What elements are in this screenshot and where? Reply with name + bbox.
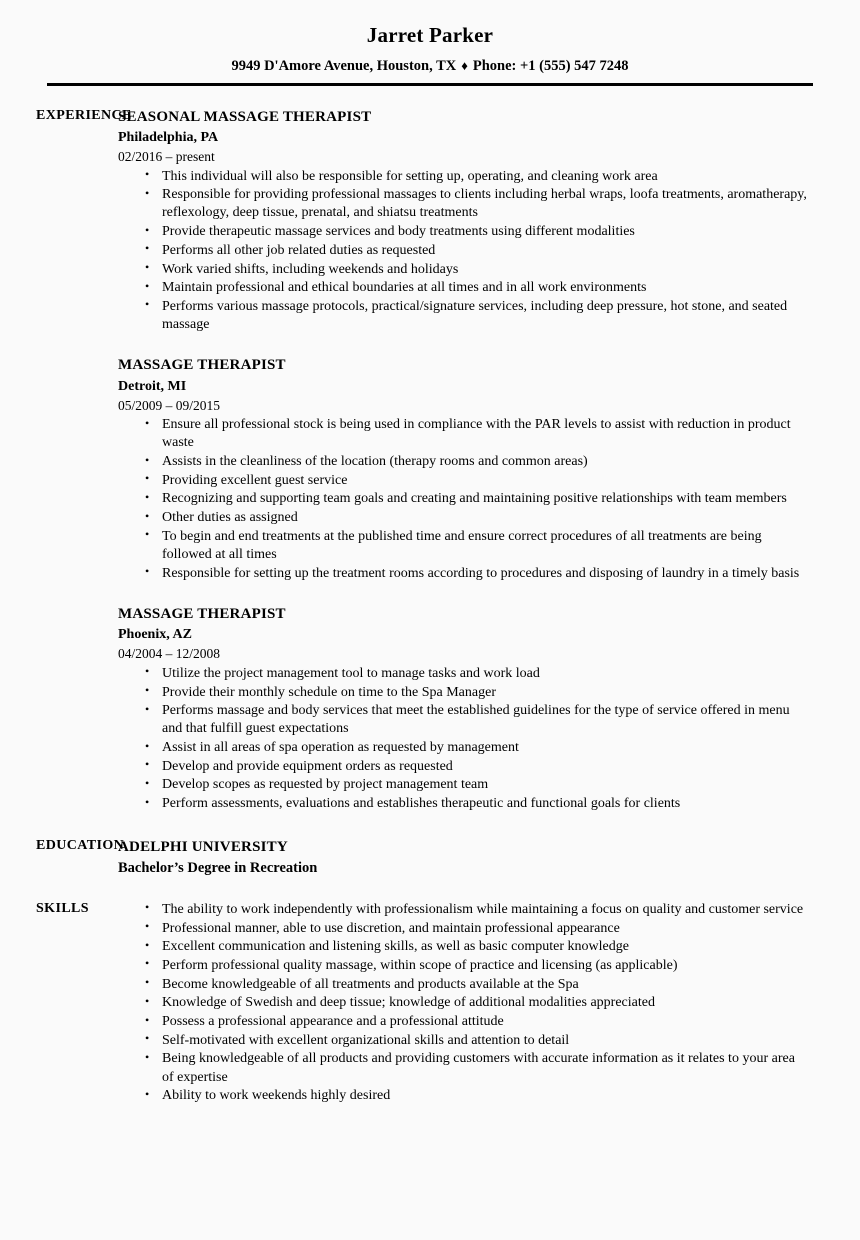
skills-bullet-list: [118, 901, 810, 1106]
contact-phone: Phone: +1 (555) 547 7248: [472, 58, 629, 75]
job-bullet: • Providing excellent guest service: [144, 472, 810, 490]
contact-line: [0, 58, 860, 75]
job-dates: 05/2009 – 09/2015: [118, 397, 221, 413]
education-section-label: EDUCATION: [36, 837, 125, 853]
job-bullet: • Develop scopes as requested by project management team: [144, 776, 810, 794]
skill-bullet: • Being knowledgeable of all products and providing customers with accurate information as it relates to your area of expertise: [144, 1050, 810, 1086]
job-bullet: • This individual will also be responsible for setting up, operating, and cleaning work area: [144, 168, 810, 186]
job-bullet: • Utilize the project management tool to manage tasks and work load: [144, 665, 810, 683]
job-bullet: • Other duties as assigned: [144, 509, 810, 527]
job-bullet: • Recognizing and supporting team goals and creating and maintaining positive relationships with team members: [144, 490, 810, 508]
experience-section-label: EXPERIENCE: [36, 107, 132, 123]
skill-bullet: • Self-motivated with excellent organizational skills and attention to detail: [144, 1032, 810, 1050]
skill-bullet: • The ability to work independently with professionalism while maintaining a focus on quality and customer service: [144, 901, 810, 919]
contact-address: 9949 D'Amore Avenue, Houston, TX: [231, 58, 457, 75]
job-bullet: • Maintain professional and ethical boundaries at all times and in all work environments: [144, 279, 810, 297]
job-title: MASSAGE THERAPIST: [118, 605, 286, 622]
job-bullet: • Provide therapeutic massage services and body treatments using different modalities: [144, 223, 810, 241]
diamond-separator-icon: ♦: [461, 58, 468, 74]
experience-section: [0, 108, 860, 814]
job-bullet-list: [118, 416, 810, 583]
job-bullet: • Assists in the cleanliness of the location (therapy rooms and common areas): [144, 453, 810, 471]
header-divider: [47, 83, 813, 86]
job-location: Phoenix, AZ: [118, 627, 192, 643]
job-title: MASSAGE THERAPIST: [118, 357, 286, 374]
job-location: Detroit, MI: [118, 378, 187, 394]
experience-entry: [118, 108, 810, 335]
skill-bullet: • Professional manner, able to use discretion, and maintain professional appearance: [144, 920, 810, 938]
job-bullet: • Ensure all professional stock is being used in compliance with the PAR levels to assist with reduction in product waste: [144, 416, 810, 452]
job-bullet: • Responsible for providing professional massages to clients including herbal wraps, loofa treatments, aromatherapy, reflexology, deep tissue, prenatal, and shiatsu treatments: [144, 186, 810, 222]
skills-section-label: SKILLS: [36, 900, 89, 916]
job-bullet: • Responsible for setting up the treatment rooms according to procedures and disposing of laundry in a timely basis: [144, 565, 810, 583]
experience-entry: [118, 356, 810, 583]
skill-bullet: • Ability to work weekends highly desired: [144, 1087, 810, 1105]
candidate-name: Jarret Parker: [366, 23, 494, 47]
job-bullet: • Performs all other job related duties as requested: [144, 242, 810, 260]
job-title: SEASONAL MASSAGE THERAPIST: [118, 108, 372, 125]
job-dates: 02/2016 – present: [118, 149, 215, 165]
skill-bullet: • Knowledge of Swedish and deep tissue; knowledge of additional modalities appreciated: [144, 994, 810, 1012]
experience-entry: [118, 605, 810, 813]
job-bullet: • Performs various massage protocols, practical/signature services, including deep pressure, hot stone, and seated massage: [144, 298, 810, 334]
experience-entries: [118, 108, 860, 814]
skill-bullet: • Perform professional quality massage, within scope of practice and licensing (as applicable): [144, 957, 810, 975]
education-degree: Bachelor’s Degree in Recreation: [118, 860, 318, 877]
job-bullet-list: [118, 168, 810, 335]
job-bullet: • Develop and provide equipment orders as requested: [144, 758, 810, 776]
job-location: Philadelphia, PA: [118, 130, 219, 146]
skill-bullet: • Excellent communication and listening skills, as well as basic computer knowledge: [144, 938, 810, 956]
job-bullet: • Work varied shifts, including weekends and holidays: [144, 261, 810, 279]
job-dates: 04/2004 – 12/2008: [118, 646, 221, 662]
job-bullet: • To begin and end treatments at the published time and ensure correct procedures of all treatments are being followed at all times: [144, 528, 810, 564]
education-school: ADELPHI UNIVERSITY: [118, 838, 288, 855]
skill-bullet: • Become knowledgeable of all treatments and products available at the Spa: [144, 976, 810, 994]
job-bullet: • Performs massage and body services that meet the established guidelines for the type of service offered in menu and that fulfill guest expectations: [144, 702, 810, 738]
education-entries: [118, 838, 860, 879]
job-bullet-list: [118, 665, 810, 814]
job-bullet: • Provide their monthly schedule on time to the Spa Manager: [144, 684, 810, 702]
skills-entries: [118, 901, 860, 1106]
skills-section: [0, 901, 860, 1106]
resume-header: [0, 0, 860, 86]
education-section: [0, 838, 860, 879]
job-bullet: • Perform assessments, evaluations and establishes therapeutic and functional goals for clients: [144, 795, 810, 813]
job-bullet: • Assist in all areas of spa operation as requested by management: [144, 739, 810, 757]
skill-bullet: • Possess a professional appearance and a professional attitude: [144, 1013, 810, 1031]
